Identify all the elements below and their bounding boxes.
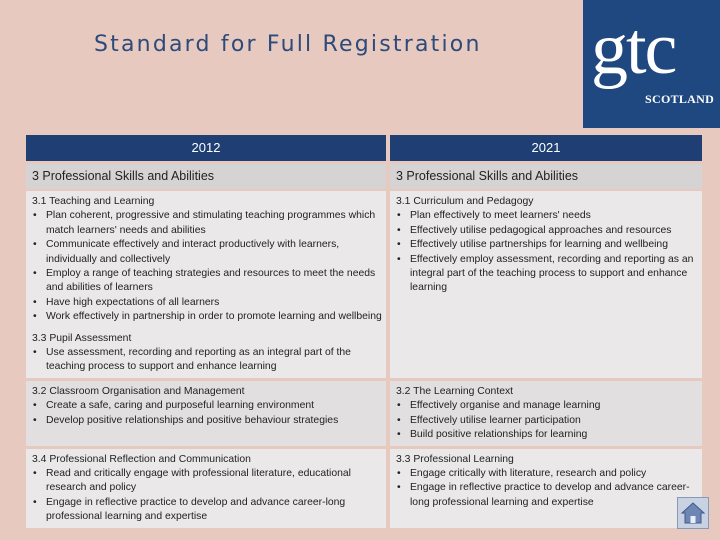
cell-title: 3.1 Curriculum and Pedagogy xyxy=(396,196,534,207)
cell-title: 3.3 Pupil Assessment xyxy=(32,332,132,344)
cell-2012-professional-reflection xyxy=(26,449,386,528)
list-item: • Effectively utilise pedagogical approaches and resources xyxy=(396,224,698,238)
cell-title: 3.1 Teaching and Learning xyxy=(32,196,155,207)
logo-subtitle: SCOTLAND xyxy=(645,92,715,106)
list-item: • Effectively utilise learner participation xyxy=(396,414,698,428)
section-header-left: 3 Professional Skills and Abilities xyxy=(26,164,386,189)
list-item: • Engage in reflective practice to develop and advance career-long professional learning and expertise xyxy=(396,481,698,510)
cell-2012-classroom-organisation xyxy=(26,381,386,446)
bullet-list xyxy=(396,467,698,510)
list-item: • Read and critically engage with professional literature, educational research and policy xyxy=(32,467,382,496)
list-item: • Engage in reflective practice to develop and advance career-long professional learning and expertise xyxy=(32,496,382,525)
list-item: • Build positive relationships for learning xyxy=(396,428,698,442)
cell-2012-pupil-assessment xyxy=(26,328,386,378)
list-item: • Communicate effectively and interact productively with learners, individually and collectively xyxy=(32,238,382,267)
list-item: • Have high expectations of all learners xyxy=(32,296,382,310)
list-item: • Develop positive relationships and positive behaviour strategies xyxy=(32,414,382,428)
cell-title: 3.2 Classroom Organisation and Management xyxy=(32,385,245,397)
cell-title: 3.2 The Learning Context xyxy=(396,385,514,397)
column-header-2012: 2012 xyxy=(26,135,386,161)
bullet-list xyxy=(396,209,698,295)
list-item: • Plan effectively to meet learners' needs xyxy=(396,209,698,223)
list-item: • Plan coherent, progressive and stimulating teaching programmes which match learners' needs and abilities xyxy=(32,209,382,238)
bullet-list xyxy=(32,399,382,428)
comparison-table xyxy=(26,135,702,528)
cell-2012-teaching-learning xyxy=(26,191,386,328)
section-header-right: 3 Professional Skills and Abilities xyxy=(390,164,702,189)
list-item: • Effectively utilise partnerships for learning and wellbeing xyxy=(396,238,698,252)
cell-2021-curriculum-pedagogy xyxy=(390,191,702,378)
column-header-2021: 2021 xyxy=(390,135,702,161)
bullet-list xyxy=(32,467,382,525)
list-item: • Work effectively in partnership in order to promote learning and wellbeing xyxy=(32,310,382,324)
list-item: • Employ a range of teaching strategies and resources to meet the needs and abilities of learners xyxy=(32,267,382,296)
cell-title: 3.3 Professional Learning xyxy=(396,453,514,465)
list-item: • Create a safe, caring and purposeful learning environment xyxy=(32,399,382,413)
home-button[interactable] xyxy=(677,497,709,529)
bullet-list xyxy=(32,209,382,324)
page-title: Standard for Full Registration xyxy=(94,32,482,57)
bullet-list xyxy=(396,399,698,442)
logo-mark: gtc xyxy=(591,8,676,90)
home-icon xyxy=(678,498,708,528)
cell-title: 3.4 Professional Reflection and Communication xyxy=(32,453,251,465)
list-item: • Engage critically with literature, research and policy xyxy=(396,467,698,481)
cell-2021-professional-learning xyxy=(390,449,702,528)
cell-2021-learning-context xyxy=(390,381,702,446)
bullet-list xyxy=(32,346,382,375)
list-item: • Effectively employ assessment, recording and reporting as an integral part of the teaching process to support and enhance learning xyxy=(396,253,698,296)
list-item: • Effectively organise and manage learning xyxy=(396,399,698,413)
gtc-scotland-logo xyxy=(583,0,720,128)
list-item: • Use assessment, recording and reporting as an integral part of the teaching process to support and enhance learning xyxy=(32,346,382,375)
